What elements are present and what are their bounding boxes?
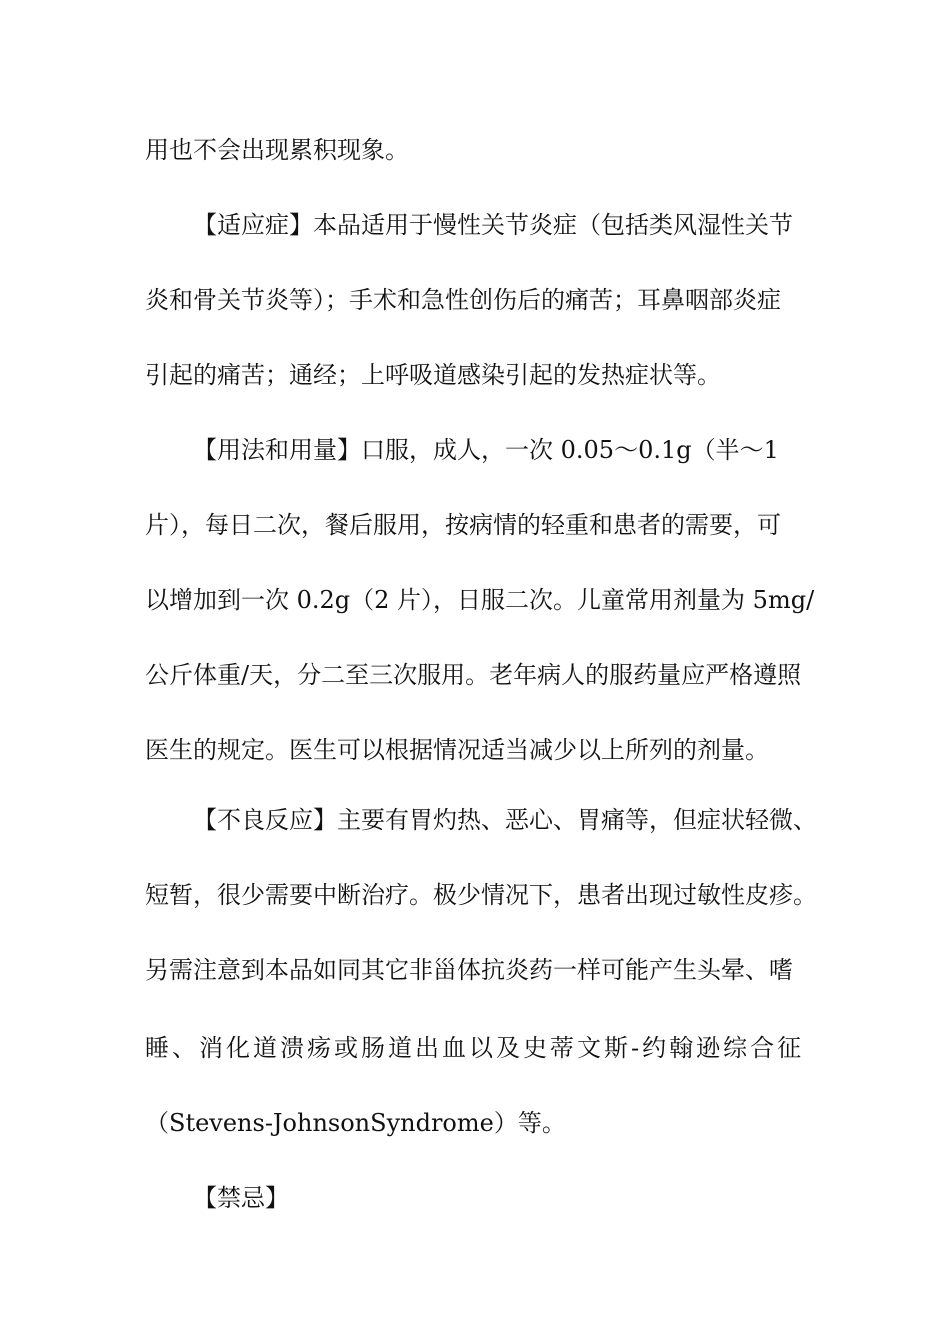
text-line: 睡、消化道溃疡或肠道出血以及史蒂文斯-约翰逊综合征 — [145, 1034, 805, 1062]
text-line: 炎和骨关节炎等）；手术和急性创伤后的痛苦；耳鼻咽部炎症 — [145, 286, 781, 314]
text-line-continuation: 用也不会出现累积现象。 — [145, 136, 409, 164]
text-line: 医生的规定。医生可以根据情况适当减少以上所列的剂量。 — [145, 736, 769, 764]
contraindications-heading-line: 【禁忌】 — [193, 1184, 289, 1212]
text-line: （Stevens-JohnsonSyndrome）等。 — [145, 1109, 566, 1137]
text-line: 引起的痛苦；通经；上呼吸道感染引起的发热症状等。 — [145, 361, 721, 389]
text-line: 另需注意到本品如同其它非甾体抗炎药一样可能产生头晕、嗜 — [145, 956, 793, 984]
text-line: 公斤体重/天，分二至三次服用。老年病人的服药量应严格遵照 — [145, 661, 802, 689]
text-line: 以增加到一次 0.2g（2 片），日服二次。儿童常用剂量为 5mg/ — [145, 586, 815, 614]
text-line: 片），每日二次，餐后服用，按病情的轻重和患者的需要，可 — [145, 511, 781, 539]
adverse-reactions-heading-line: 【不良反应】主要有胃灼热、恶心、胃痛等，但症状轻微、 — [193, 806, 817, 834]
dosage-heading-line: 【用法和用量】口服，成人，一次 0.05～0.1g（半～1 — [193, 436, 779, 464]
text-line: 短暂，很少需要中断治疗。极少情况下，患者出现过敏性皮疹。 — [145, 881, 817, 909]
indications-heading-line: 【适应症】本品适用于慢性关节炎症（包括类风湿性关节 — [193, 211, 793, 239]
